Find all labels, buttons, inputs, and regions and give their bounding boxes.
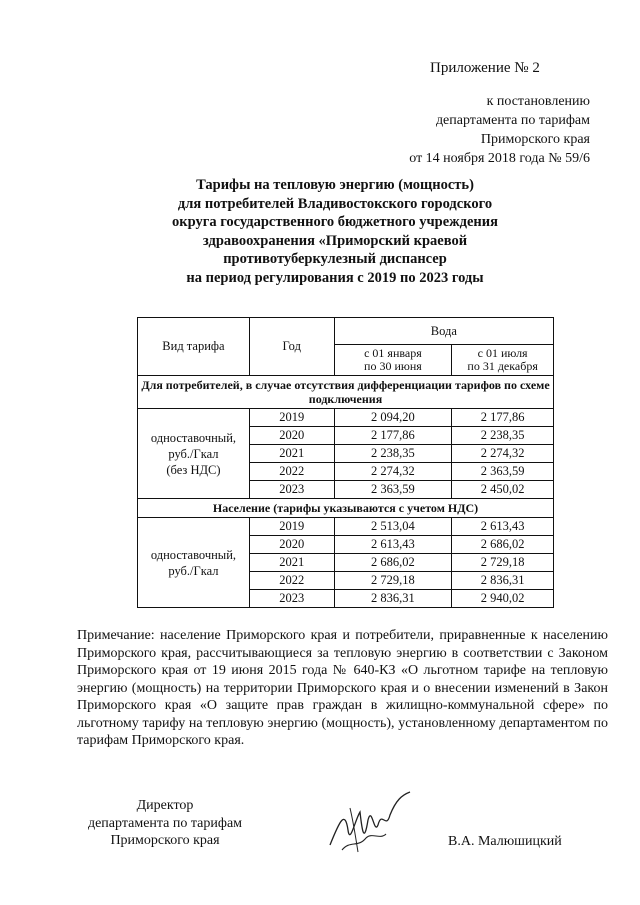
tariff-value: 2 450,02 xyxy=(452,481,554,499)
signatory-line: Директор xyxy=(136,798,194,813)
header-period-second-half: с 01 июля по 31 декабря xyxy=(452,345,554,376)
tariff-value: 2 729,18 xyxy=(334,572,452,590)
year-cell: 2019 xyxy=(249,409,334,427)
tariff-value: 2 274,32 xyxy=(334,463,452,481)
appendix-number: Приложение № 2 xyxy=(430,60,540,76)
tariff-value: 2 836,31 xyxy=(452,572,554,590)
approval-reference xyxy=(380,92,590,168)
tariff-value: 2 686,02 xyxy=(452,536,554,554)
title-line: для потребителей Владивостокского городского xyxy=(177,195,493,212)
reference-line: Приморского края xyxy=(480,132,590,147)
year-cell: 2019 xyxy=(249,518,334,536)
year-cell: 2022 xyxy=(249,463,334,481)
header-year: Год xyxy=(249,318,334,376)
year-cell: 2022 xyxy=(249,572,334,590)
tariff-value: 2 613,43 xyxy=(452,518,554,536)
tariff-value: 2 836,31 xyxy=(334,590,452,608)
tariff-value: 2 613,43 xyxy=(334,536,452,554)
year-cell: 2023 xyxy=(249,481,334,499)
signatory-title xyxy=(75,797,255,850)
title-line: округа государственного бюджетного учреждения xyxy=(172,214,498,230)
reference-line: от 14 ноября 2018 года № 59/6 xyxy=(409,151,590,166)
header-water: Вода xyxy=(334,318,553,345)
title-line: на период регулирования с 2019 по 2023 годы xyxy=(186,269,484,286)
tariff-value: 2 363,59 xyxy=(334,481,452,499)
tariff-value: 2 363,59 xyxy=(452,463,554,481)
section-header-population: Население (тарифы указываются с учетом НДС) xyxy=(138,499,554,518)
signatory-name: В.А. Малюшицкий xyxy=(448,834,562,849)
tariff-value: 2 686,02 xyxy=(334,554,452,572)
tariff-value: 2 238,35 xyxy=(452,427,554,445)
tariff-value: 2 177,86 xyxy=(452,409,554,427)
note-paragraph: Примечание: население Приморского края и потребители, приравненные к населению Приморского края, рассчитывающиеся за тепловую энергию в соответствии с Законом Приморского края от 19 июня 2015 года № 640-КЗ «О льготном тарифе на тепловую энергию (мощность) на территории Приморского края и о внесении изменений в Закон Приморского края «О защите прав граждан в жилищно-коммунальной сфере» по льготному тарифу на тепловую энергию (мощность), установленному департаментом по тарифам Приморского края. xyxy=(77,628,608,748)
header-tariff-kind: Вид тарифа xyxy=(138,318,250,376)
title-line: здравоохранения «Приморский краевой xyxy=(202,232,468,249)
handwritten-signature xyxy=(320,790,420,860)
signatory-line: Приморского края xyxy=(110,833,220,848)
tariff-value: 2 094,20 xyxy=(334,409,452,427)
year-cell: 2020 xyxy=(249,427,334,445)
year-cell: 2023 xyxy=(249,590,334,608)
reference-line: к постановлению xyxy=(486,94,590,109)
title-line: противотуберкулезный диспансер xyxy=(223,251,447,267)
tariff-kind-cell: одноставочный, руб./Гкал (без НДС) xyxy=(138,409,250,499)
reference-line: департамента по тарифам xyxy=(435,113,590,128)
year-cell: 2021 xyxy=(249,445,334,463)
tariff-kind-cell: одноставочный, руб./Гкал xyxy=(138,518,250,608)
year-cell: 2020 xyxy=(249,536,334,554)
tariff-value: 2 274,32 xyxy=(452,445,554,463)
document-title xyxy=(150,176,520,287)
tariff-value: 2 177,86 xyxy=(334,427,452,445)
section-header-consumers: Для потребителей, в случае отсутствия дифференциации тарифов по схеме подключения xyxy=(138,376,554,409)
tariff-value: 2 729,18 xyxy=(452,554,554,572)
year-cell: 2021 xyxy=(249,554,334,572)
tariff-value: 2 940,02 xyxy=(452,590,554,608)
tariff-value: 2 238,35 xyxy=(334,445,452,463)
signatory-line: департамента по тарифам xyxy=(87,815,243,831)
header-period-first-half: с 01 января по 30 июня xyxy=(334,345,452,376)
tariff-value: 2 513,04 xyxy=(334,518,452,536)
tariff-table xyxy=(137,317,554,608)
title-line: Тарифы на тепловую энергию (мощность) xyxy=(196,177,474,193)
